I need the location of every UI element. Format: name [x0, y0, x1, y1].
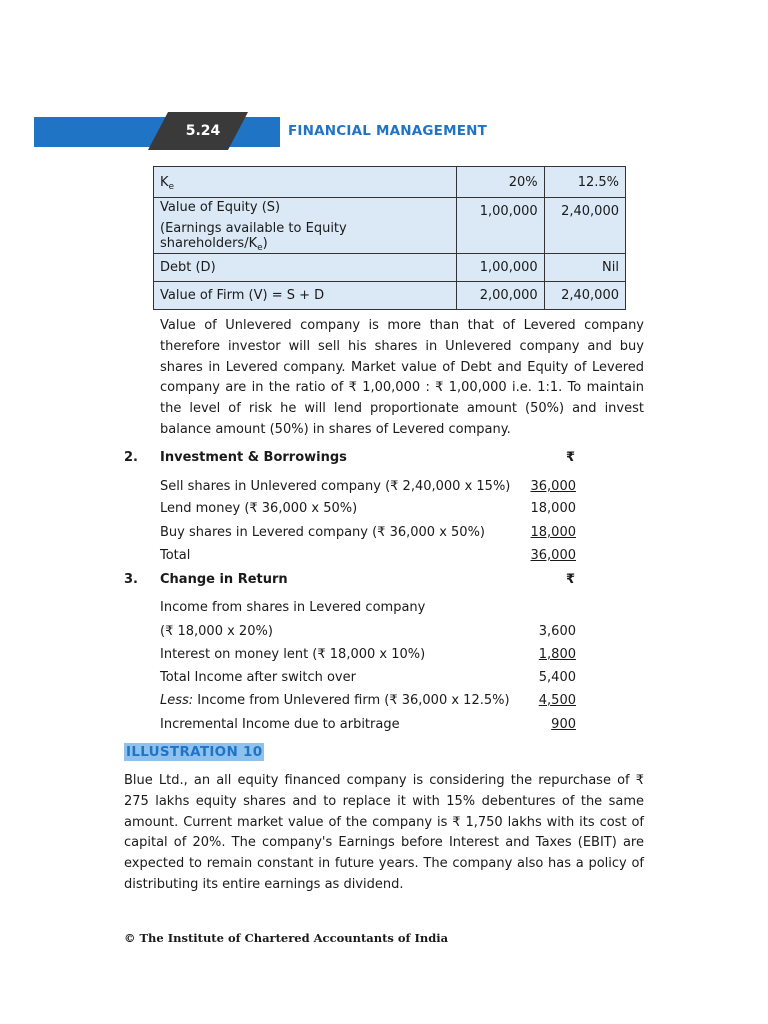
- table-cell: 2,40,000: [544, 282, 625, 310]
- table-row: [154, 198, 626, 254]
- section-number: 3.: [124, 572, 138, 587]
- table-cell: Nil: [544, 254, 625, 282]
- copyright-footer: © The Institute of Chartered Accountants of India: [124, 931, 449, 945]
- amount: 4,500: [538, 693, 576, 708]
- table-cell-label: $K_e$: [154, 167, 457, 198]
- list-item: Interest on money lent (₹ 18,000 x 10%): [160, 647, 426, 662]
- table-cell: 1,00,000: [457, 254, 544, 282]
- amount: 36,000: [530, 548, 576, 563]
- list-item: (₹ 18,000 x 20%): [160, 624, 273, 639]
- table-cell-label: Value of Firm (V) = S + D: [154, 282, 457, 310]
- arbitrage-explanation: Value of Unlevered company is more than that of Levered company therefore investor will sell his shares in Unlevered company and buy shares in Levered company. Market value of Debt and Equity of Levered company are in the ratio of ₹ 1,00,000 : ₹ 1,00,000 i.e. 1:1. To maintain the level of risk he will lend proportionate amount (50%) and invest balance amount (50%) in shares of Levered company.: [160, 318, 644, 437]
- amount: 18,000: [530, 525, 576, 540]
- list-item: Lend money (₹ 36,000 x 50%): [160, 501, 358, 516]
- amount: 3,600: [538, 624, 576, 639]
- amount: 5,400: [538, 670, 576, 685]
- table-cell: 20%: [457, 167, 544, 198]
- rupee-icon: ₹: [566, 450, 576, 465]
- amount: 1,800: [538, 647, 576, 662]
- list-item: Incremental Income due to arbitrage: [160, 717, 400, 732]
- illustration-label: ILLUSTRATION 10: [126, 744, 263, 760]
- section-heading: Investment & Borrowings: [160, 450, 347, 465]
- list-item: Less: Income from Unlevered firm (₹ 36,000 x 12.5%): [160, 693, 510, 708]
- section-number: 2.: [124, 450, 138, 465]
- page-number: 5.24: [185, 123, 221, 139]
- list-item: Buy shares in Levered company (₹ 36,000 x 50%): [160, 525, 485, 540]
- table-cell: 1,00,000: [457, 198, 544, 254]
- table-cell: 2,00,000: [457, 282, 544, 310]
- illustration-text: Blue Ltd., an all equity financed company is considering the repurchase of ₹ 275 lakhs equity shares and to replace it with 15% debentures of the same amount. Current market value of the company is ₹ 1,750 lakhs with its cost of capital of 20%. The company's Earnings before Interest and Taxes (EBIT) are expected to remain constant in future years. The company also has a policy of distributing its entire earnings as dividend.: [124, 773, 644, 892]
- list-item: Income from shares in Levered company: [160, 600, 426, 615]
- ke-table: [153, 166, 626, 310]
- table-cell: 12.5%: [544, 167, 625, 198]
- table-row: [154, 282, 626, 310]
- section-heading: Change in Return: [160, 572, 288, 587]
- table-row: [154, 167, 626, 198]
- amount: 36,000: [530, 479, 576, 494]
- list-item: Total Income after switch over: [160, 670, 356, 685]
- table-cell-label: Debt (D): [154, 254, 457, 282]
- rupee-icon: ₹: [566, 572, 576, 587]
- amount: 18,000: [530, 501, 576, 516]
- list-item: Sell shares in Unlevered company (₹ 2,40,000 x 15%): [160, 479, 511, 494]
- amount: 900: [551, 717, 576, 732]
- table-cell: 2,40,000: [544, 198, 625, 254]
- table-cell-label: Value of Equity (S) (Earnings available to Equity shareholders/$K_e$): [154, 198, 457, 254]
- list-item: Total: [160, 548, 191, 563]
- chapter-title: FINANCIAL MANAGEMENT: [288, 123, 488, 139]
- table-row: [154, 254, 626, 282]
